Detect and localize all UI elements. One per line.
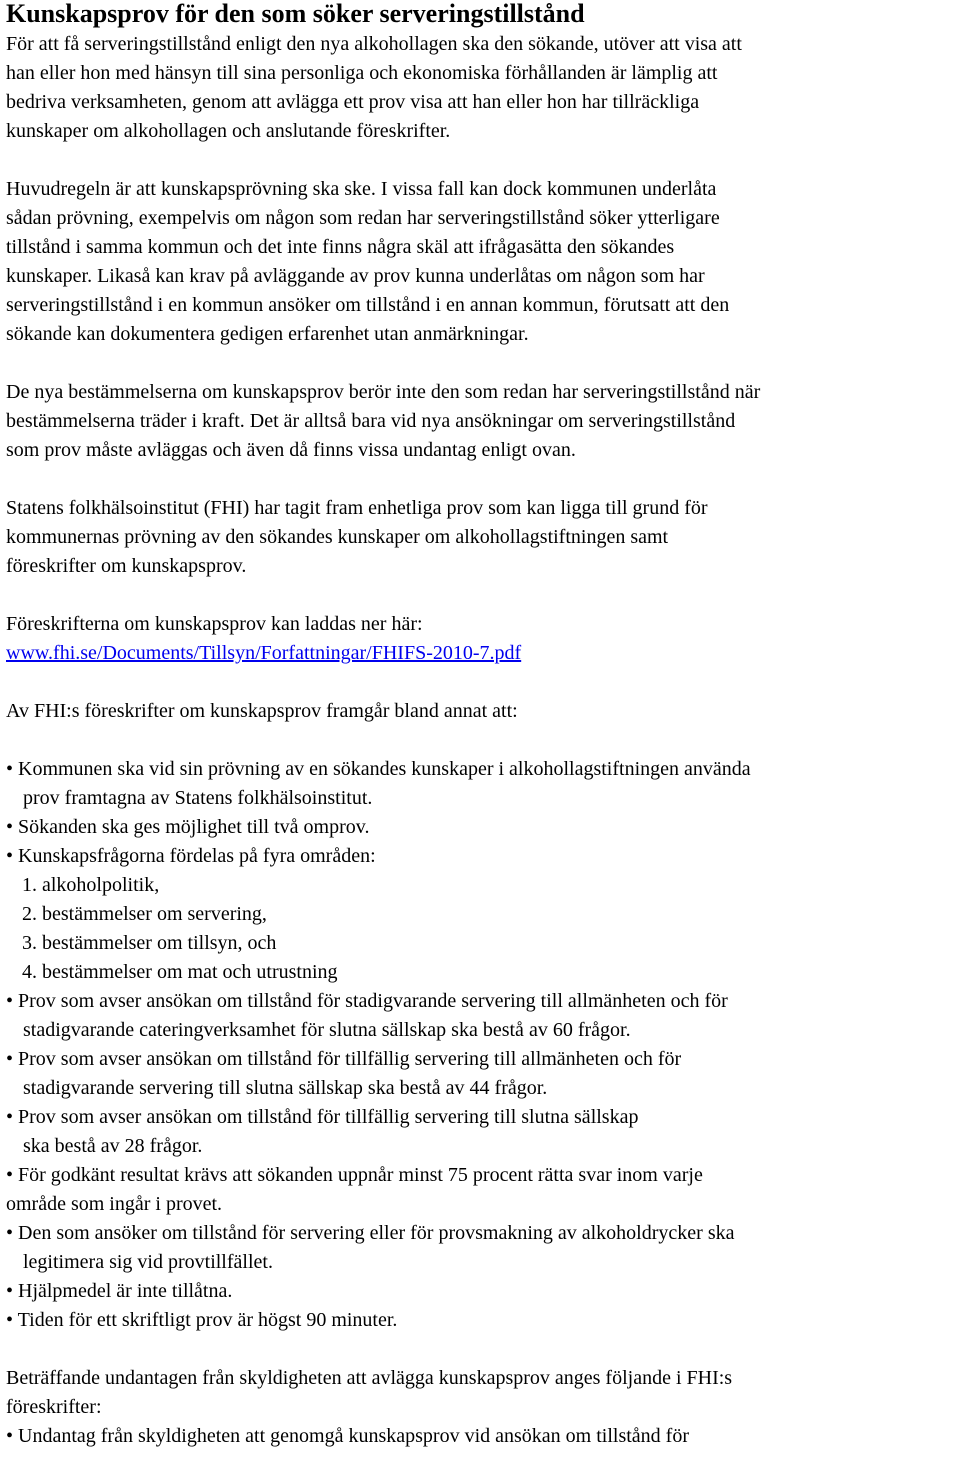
bullet-continuation: ska bestå av 28 frågor. (23, 1135, 203, 1157)
bullet-continuation: område som ingår i provet. (6, 1193, 223, 1215)
bullet-item: • Den som ansöker om tillstånd för servering eller för provsmakning av alkoholdrycker ska (6, 1222, 735, 1244)
intro-line: För att få serveringstillstånd enligt den nya alkohollagen ska den sökande, utöver att visa att (6, 33, 742, 55)
bullet-item: • Prov som avser ansökan om tillstånd för tillfällig servering till slutna sällskap (6, 1106, 639, 1128)
area-item: 1. alkoholpolitik, (22, 874, 160, 896)
bullet-item: • Tiden för ett skriftligt prov är högst 90 minuter. (6, 1309, 398, 1331)
intro-line: bedriva verksamheten, genom att avlägga ett prov visa att han eller hon har tillräckliga (6, 91, 700, 113)
intro-line: han eller hon med hänsyn till sina personliga och ekonomiska förhållanden är lämplig att (6, 62, 718, 84)
bullet-item: • Undantag från skyldigheten att genomgå kunskapsprov vid ansökan om tillstånd för (6, 1425, 689, 1447)
paragraph-line: sådan prövning, exempelvis om någon som redan har serveringstillstånd söker ytterligare (6, 207, 720, 229)
bullet-continuation: stadigvarande cateringverksamhet för slutna sällskap ska bestå av 60 frågor. (23, 1019, 631, 1041)
bullet-continuation: stadigvarande servering till slutna sällskap ska bestå av 44 frågor. (23, 1077, 548, 1099)
page-title: Kunskapsprov för den som söker serveringstillstånd (6, 0, 585, 28)
paragraph-line: som prov måste avläggas och även då finns vissa undantag enligt ovan. (6, 439, 576, 461)
fhi-intro: Av FHI:s föreskrifter om kunskapsprov framgår bland annat att: (6, 700, 518, 722)
fhifs-pdf-link[interactable]: www.fhi.se/Documents/Tillsyn/Forfattningar/FHIFS-2010-7.pdf (6, 642, 522, 664)
paragraph-line: föreskrifter: (6, 1396, 102, 1418)
bullet-item: • För godkänt resultat krävs att sökanden uppnår minst 75 procent rätta svar inom varje (6, 1164, 703, 1186)
paragraph-line: serveringstillstånd i en kommun ansöker om tillstånd i en annan kommun, förutsatt att den (6, 294, 730, 316)
paragraph-line: tillstånd i samma kommun och det inte finns några skäl att ifrågasätta den sökandes (6, 236, 675, 258)
paragraph-line: bestämmelserna träder i kraft. Det är alltså bara vid nya ansökningar om serveringstillstånd (6, 410, 736, 432)
paragraph-line: kunskaper. Likaså kan krav på avläggande av prov kunna underlåtas om någon som har (6, 265, 705, 287)
bullet-item: • Kunskapsfrågorna fördelas på fyra områden: (6, 845, 376, 867)
bullet-item: • Prov som avser ansökan om tillstånd för tillfällig servering till allmänheten och för (6, 1048, 682, 1070)
bullet-item: • Hjälpmedel är inte tillåtna. (6, 1280, 233, 1302)
bullet-continuation: prov framtagna av Statens folkhälsoinstitut. (23, 787, 373, 809)
paragraph-line: föreskrifter om kunskapsprov. (6, 555, 247, 577)
area-item: 2. bestämmelser om servering, (22, 903, 267, 925)
paragraph-line: sökande kan dokumentera gedigen erfarenhet utan anmärkningar. (6, 323, 529, 345)
paragraph-line: Statens folkhälsoinstitut (FHI) har tagit fram enhetliga prov som kan ligga till grund för (6, 497, 708, 519)
bullet-item: • Prov som avser ansökan om tillstånd för stadigvarande servering till allmänheten och för (6, 990, 728, 1012)
bullet-item: • Sökanden ska ges möjlighet till två omprov. (6, 816, 370, 838)
bullet-item: • Kommunen ska vid sin prövning av en sökandes kunskaper i alkohollagstiftningen använda (6, 758, 751, 780)
paragraph-line: Beträffande undantagen från skyldigheten att avlägga kunskapsprov anges följande i FHI:s (6, 1367, 733, 1389)
paragraph-line: Huvudregeln är att kunskapsprövning ska ske. I vissa fall kan dock kommunen underlåta (6, 178, 717, 200)
paragraph-line: De nya bestämmelserna om kunskapsprov berör inte den som redan har serveringstillstånd när (6, 381, 761, 403)
intro-line: kunskaper om alkohollagen och anslutande föreskrifter. (6, 120, 451, 142)
area-item: 3. bestämmelser om tillsyn, och (22, 932, 277, 954)
bullet-continuation: legitimera sig vid provtillfället. (23, 1251, 273, 1273)
download-text: Föreskrifterna om kunskapsprov kan laddas ner här: (6, 613, 423, 635)
paragraph-line: kommunernas prövning av den sökandes kunskaper om alkohollagstiftningen samt (6, 526, 669, 548)
area-item: 4. bestämmelser om mat och utrustning (22, 961, 338, 983)
